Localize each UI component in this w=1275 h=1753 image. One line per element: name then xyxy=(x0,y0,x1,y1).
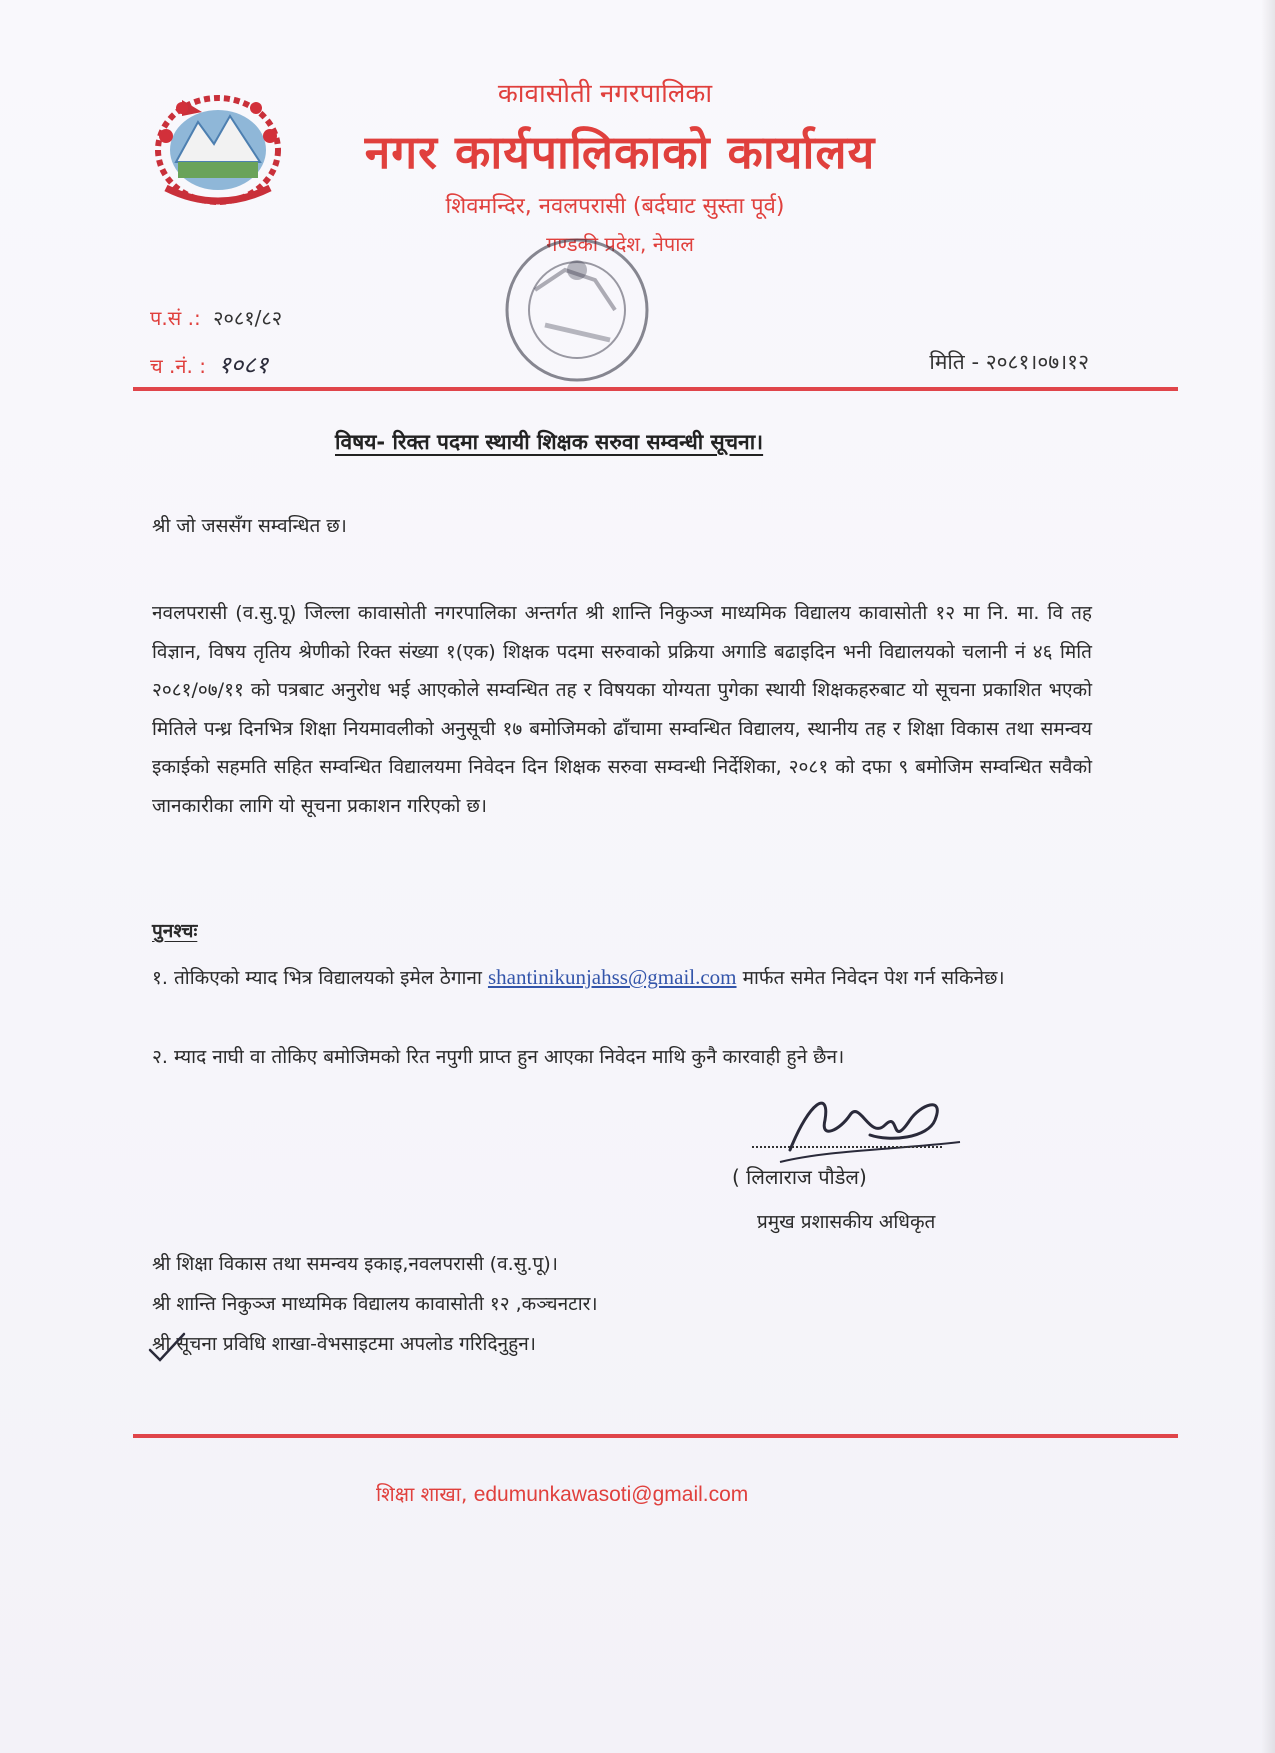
header-divider xyxy=(133,387,1178,391)
footer-email: edumunkawasoti@gmail.com xyxy=(473,1483,749,1506)
copy-recipient: श्री सूचना प्रविधि शाखा-वेभसाइटमा अपलोड गरिदिनुहुन। xyxy=(152,1333,536,1355)
office-address: शिवमन्दिर, नवलपरासी (बर्दघाट सुस्ता पूर्व) xyxy=(445,194,785,219)
subject-line: विषय- रिक्त पदमा स्थायी शिक्षक सरुवा सम्वन्धी सूचना। xyxy=(335,430,764,454)
page-edge-shadow xyxy=(1261,0,1275,1753)
chalani-number xyxy=(150,348,268,381)
salutation: श्री जो जससँग सम्वन्धित छ। xyxy=(152,515,347,537)
postscript-item-2: २. म्याद नाघी वा तोकिए बमोजिमको रित नपुगी प्राप्त हुन आएका निवेदन माथि कुनै कारवाही हुने छैन। xyxy=(152,1046,845,1068)
footer-divider xyxy=(133,1434,1178,1438)
signature-icon xyxy=(770,1080,970,1170)
postscript-heading: पुनश्चः xyxy=(152,920,198,942)
signatory-title: प्रमुख प्रशासकीय अधिकृत xyxy=(757,1211,936,1233)
province-line: गण्डकी प्रदेश, नेपाल xyxy=(546,232,694,256)
footer-contact xyxy=(376,1480,748,1507)
municipality-name: कावासोती नगरपालिका xyxy=(497,79,713,109)
footer-section: शिक्षा शाखा, xyxy=(376,1482,468,1506)
postscript-item-1-text: १. तोकिएको म्याद भित्र विद्यालयको इमेल ठेगाना xyxy=(152,967,482,989)
letter-date: मिति - २०८१।०७।१२ xyxy=(929,350,1089,374)
chalani-number-value: १०८१ xyxy=(218,351,269,379)
signature-line xyxy=(752,1130,942,1148)
checkmark-icon xyxy=(146,1330,186,1364)
patra-sankhya-value: २०८१/८२ xyxy=(213,306,283,330)
office-title: नगर कार्यपालिकाको कार्यालय xyxy=(364,125,876,179)
patra-sankhya-label: प.सं .: xyxy=(150,306,201,330)
office-stamp-icon xyxy=(495,230,660,390)
school-email-link[interactable]: shantinikunjahss@gmail.com xyxy=(487,965,737,989)
patra-sankhya xyxy=(150,304,282,331)
copy-recipient: श्री शिक्षा विकास तथा समन्वय इकाइ,नवलपरासी (व.सु.पू)। xyxy=(152,1253,558,1275)
copy-recipient: श्री शान्ति निकुञ्ज माध्यमिक विद्यालय कावासोती १२ ,कञ्चनटार। xyxy=(152,1293,598,1315)
signatory-name: ( लिलाराज पौडेल) xyxy=(732,1165,867,1189)
chalani-number-label: च .नं. : xyxy=(150,354,206,378)
notice-body: नवलपरासी (व.सु.पू) जिल्ला कावासोती नगरपालिका अन्तर्गत श्री शान्ति निकुञ्ज माध्यमिक विद्यालय कावासोती १२ मा नि. मा. वि तह विज्ञान, विषय तृतिय श्रेणीको रिक्त संख्या १(एक) शिक्षक पदमा सरुवाको प्रक्रिया अगाडि बढाइदिन भनी विद्यालयको चलानी नं ४६ मिति २०८१/०७/११ को पत्रबाट अनुरोध भई आएकोले सम्वन्धित तह र विषयका योग्यता पुगेका स्थायी शिक्षकहरुबाट यो सूचना प्रकाशित भएको मितिले पन्ध्र दिनभित्र शिक्षा नियमावलीको अनुसूची १७ बमोजिमको ढाँचामा सम्वन्धित विद्यालय, स्थानीय तह र शिक्षा विकास तथा समन्वय इकाईको सहमति सहित सम्वन्धित विद्यालयमा निवेदन दिन शिक्षक सरुवा सम्वन्धी निर्देशिका, २०८१ को दफा ९ बमोजिम सम्वन्धित सवैको जानकारीका लागि यो सूचना प्रकाशन गरिएको छ। xyxy=(152,602,1092,817)
postscript-item-1-text-after: मार्फत समेत निवेदन पेश गर्न सकिनेछ। xyxy=(742,967,1005,989)
postscript-item-1 xyxy=(152,958,1092,998)
nepal-emblem-icon xyxy=(152,92,284,210)
